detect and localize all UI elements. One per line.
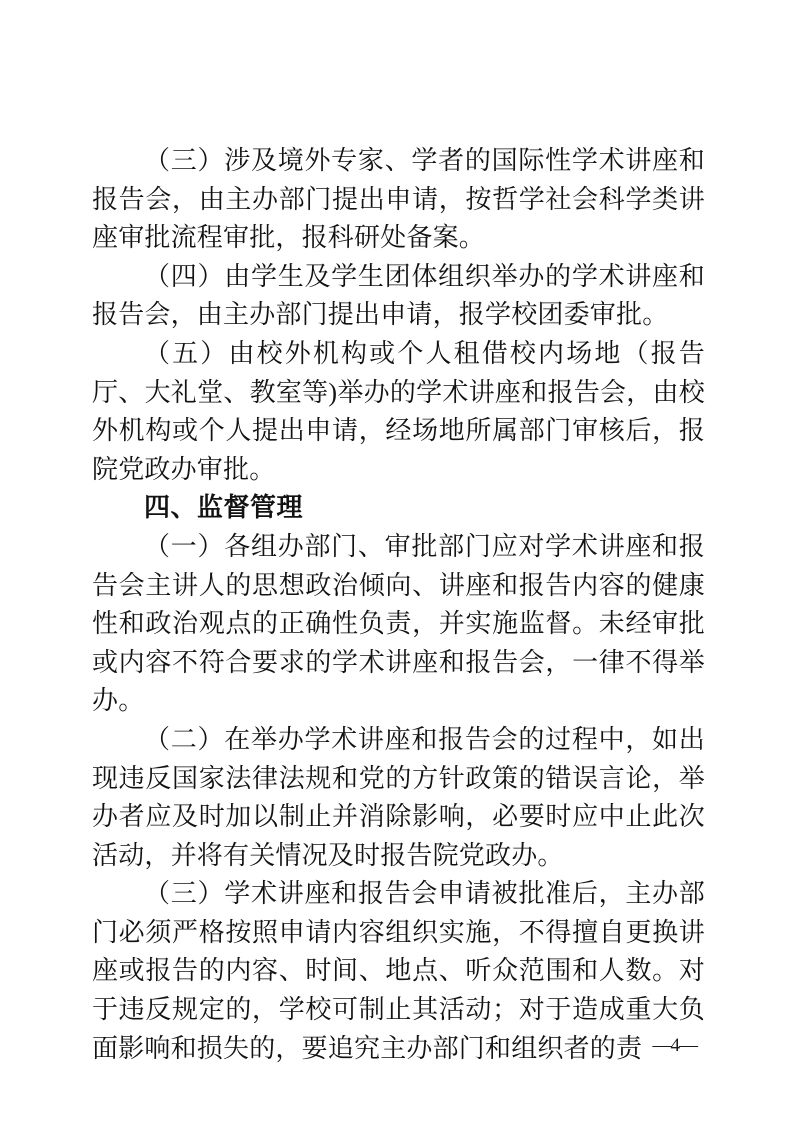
section-heading-supervision: 四、监督管理 xyxy=(144,493,304,523)
document-body xyxy=(92,142,705,1068)
paragraph-supervision-violations: （二）在举办学术讲座和报告会的过程中，如出现违反国家法律法规和党的方针政策的错误言论，举办者应及时加以制止并消除影响，必要时应中止此次活动，并将有关情况及时报告院党政办。 xyxy=(92,724,705,870)
paragraph-intl-lectures: （三）涉及境外专家、学者的国际性学术讲座和报告会，由主办部门提出申请，按哲学社会科学类讲座审批流程审批，报科研处备案。 xyxy=(92,146,705,253)
paragraph-supervision-approved-execution: （三）学术讲座和报告会申请被批准后，主办部门必须严格按照申请内容组织实施，不得擅自更换讲座或报告的内容、时间、地点、听众范围和人数。对于违反规定的，学校可制止其活动；对于造成重大负面影响和损失的，要追究主办部门和组织者的责 xyxy=(92,879,705,1063)
paragraph-student-lectures: （四）由学生及学生团体组织举办的学术讲座和报告会，由主办部门提出申请，报学校团委审批。 xyxy=(92,261,705,330)
paragraph-supervision-responsibility: （一）各组办部门、审批部门应对学术讲座和报告会主讲人的思想政治倾向、讲座和报告内容的健康性和政治观点的正确性负责，并实施监督。未经审批或内容不符合要求的学术讲座和报告会，一律不得举办。 xyxy=(92,531,705,716)
paragraph-external-venue-lectures: （五）由校外机构或个人租借校内场地（报告厅、大礼堂、教室等)举办的学术讲座和报告会，由校外机构或个人提出申请，经场地所属部门审核后，报院党政办审批。 xyxy=(92,338,705,484)
page-number: —4— xyxy=(652,1035,697,1056)
